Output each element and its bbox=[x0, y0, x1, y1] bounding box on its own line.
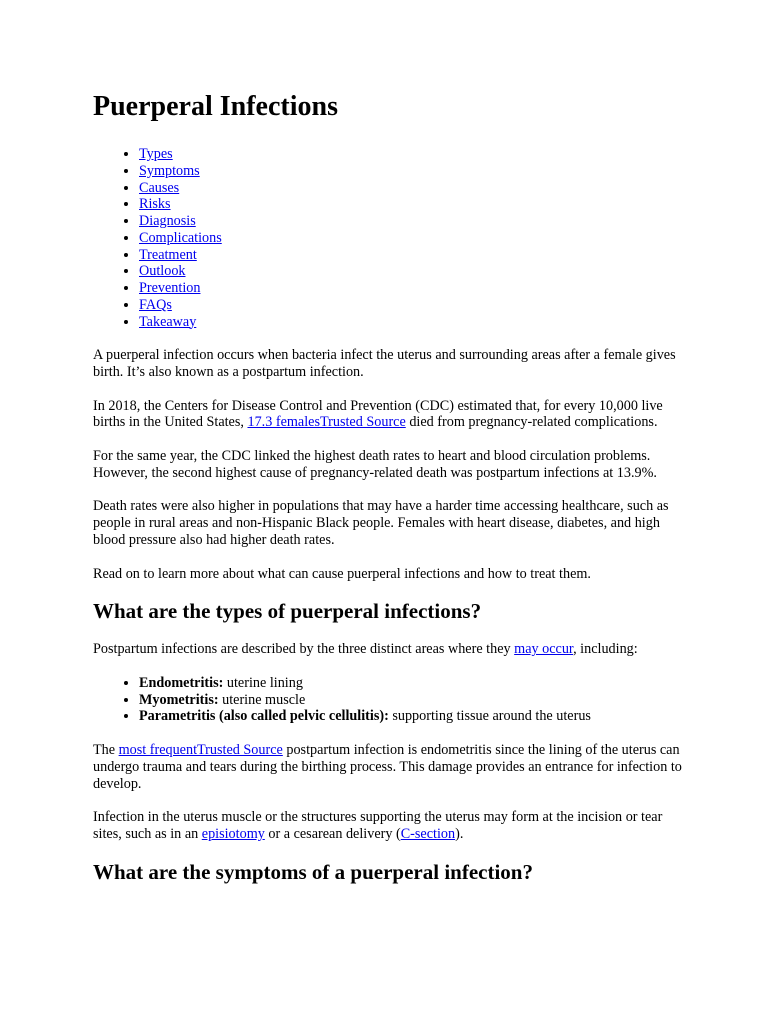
toc-link-diagnosis[interactable]: Diagnosis bbox=[139, 213, 196, 229]
term-description: uterine lining bbox=[223, 674, 303, 691]
populations-paragraph: Death rates were also higher in populations that may have a harder time accessing healthcare, such as people in rural areas and non-Hispanic Black people. Females with heart disease, diabetes, and high blood pressure also had higher death rates. bbox=[93, 498, 669, 548]
toc-link-treatment[interactable]: Treatment bbox=[139, 246, 197, 263]
symptoms-heading: What are the symptoms of a puerperal infection? bbox=[93, 859, 533, 884]
term: Endometritis: bbox=[139, 674, 224, 691]
toc-link-risks[interactable]: Risks bbox=[139, 196, 171, 213]
term-description: uterine muscle bbox=[218, 691, 306, 708]
trusted-source-link[interactable]: 17.3 femalesTrusted Source bbox=[247, 414, 406, 431]
page-title: Puerperal Infections bbox=[93, 91, 338, 122]
may-occur-link[interactable]: may occur bbox=[514, 641, 574, 658]
paragraph-text: In 2018, the Centers for Disease Control and Prevention (CDC) estimated that, for every 10,000 live births in the United States, bbox=[93, 397, 663, 431]
toc-link-faqs[interactable]: FAQs bbox=[139, 296, 172, 313]
toc-link-takeaway[interactable]: Takeaway bbox=[139, 313, 197, 330]
cdc-estimate-paragraph bbox=[93, 398, 683, 431]
types-intro-paragraph bbox=[93, 641, 683, 658]
toc-link-outlook[interactable]: Outlook bbox=[139, 263, 186, 280]
toc-item-takeaway bbox=[139, 314, 683, 331]
toc-item-outlook bbox=[139, 263, 683, 280]
article bbox=[93, 70, 683, 884]
infection-types-list bbox=[93, 675, 683, 725]
table-of-contents bbox=[93, 146, 683, 330]
intro-paragraph: A puerperal infection occurs when bacteria infect the uterus and surrounding areas after a female gives birth. It’s also known as a postpartum infection. bbox=[93, 347, 676, 380]
toc-item-risks bbox=[139, 196, 683, 213]
paragraph-text: or a cesarean delivery ( bbox=[264, 825, 401, 842]
death-rates-paragraph: For the same year, the CDC linked the highest death rates to heart and blood circulation problems. However, the second highest cause of pregnancy-related death was postpartum infections at 13.9%. bbox=[93, 448, 657, 481]
toc-item-prevention bbox=[139, 280, 683, 297]
toc-item-causes bbox=[139, 180, 683, 197]
toc-item-complications bbox=[139, 230, 683, 247]
paragraph-text: Infection in the uterus muscle or the structures supporting the uterus may form at the incision or tear sites, such as in an bbox=[93, 809, 663, 842]
list-item bbox=[139, 675, 683, 692]
toc-item-symptoms bbox=[139, 163, 683, 180]
term-description: supporting tissue around the uterus bbox=[388, 708, 591, 725]
toc-link-causes[interactable]: Causes bbox=[139, 179, 180, 196]
paragraph-text: postpartum infection is endometritis since the lining of the uterus can undergo trauma and tears during the birthing process. This damage provides an entrance for infection to develop. bbox=[93, 742, 682, 792]
toc-item-treatment bbox=[139, 247, 683, 264]
c-section-link[interactable]: C-section bbox=[400, 825, 456, 842]
toc-link-symptoms[interactable]: Symptoms bbox=[139, 162, 200, 179]
toc-link-complications[interactable]: Complications bbox=[139, 229, 222, 246]
term: Myometritis: bbox=[139, 691, 219, 708]
paragraph-text: , including: bbox=[573, 641, 638, 658]
list-item bbox=[139, 692, 683, 709]
toc-link-types[interactable]: Types bbox=[139, 146, 173, 162]
list-item bbox=[139, 708, 683, 725]
paragraph-text: The bbox=[93, 742, 119, 759]
toc-item-diagnosis bbox=[139, 213, 683, 230]
toc-link-prevention[interactable]: Prevention bbox=[139, 280, 201, 296]
types-heading: What are the types of puerperal infections? bbox=[93, 599, 482, 624]
trusted-source-link[interactable]: most frequentTrusted Source bbox=[118, 742, 283, 759]
incision-paragraph bbox=[93, 809, 683, 842]
most-frequent-paragraph bbox=[93, 742, 683, 792]
paragraph-text: Postpartum infections are described by the three distinct areas where they bbox=[93, 641, 515, 658]
paragraph-text: died from pregnancy-related complications. bbox=[405, 414, 658, 431]
read-on-paragraph: Read on to learn more about what can cause puerperal infections and how to treat them. bbox=[93, 565, 591, 582]
paragraph-text: ). bbox=[455, 825, 464, 842]
episiotomy-link[interactable]: episiotomy bbox=[201, 825, 265, 842]
toc-item-faqs bbox=[139, 297, 683, 314]
toc-item-types bbox=[139, 146, 683, 163]
term: Parametritis (also called pelvic cellulitis): bbox=[139, 708, 389, 725]
